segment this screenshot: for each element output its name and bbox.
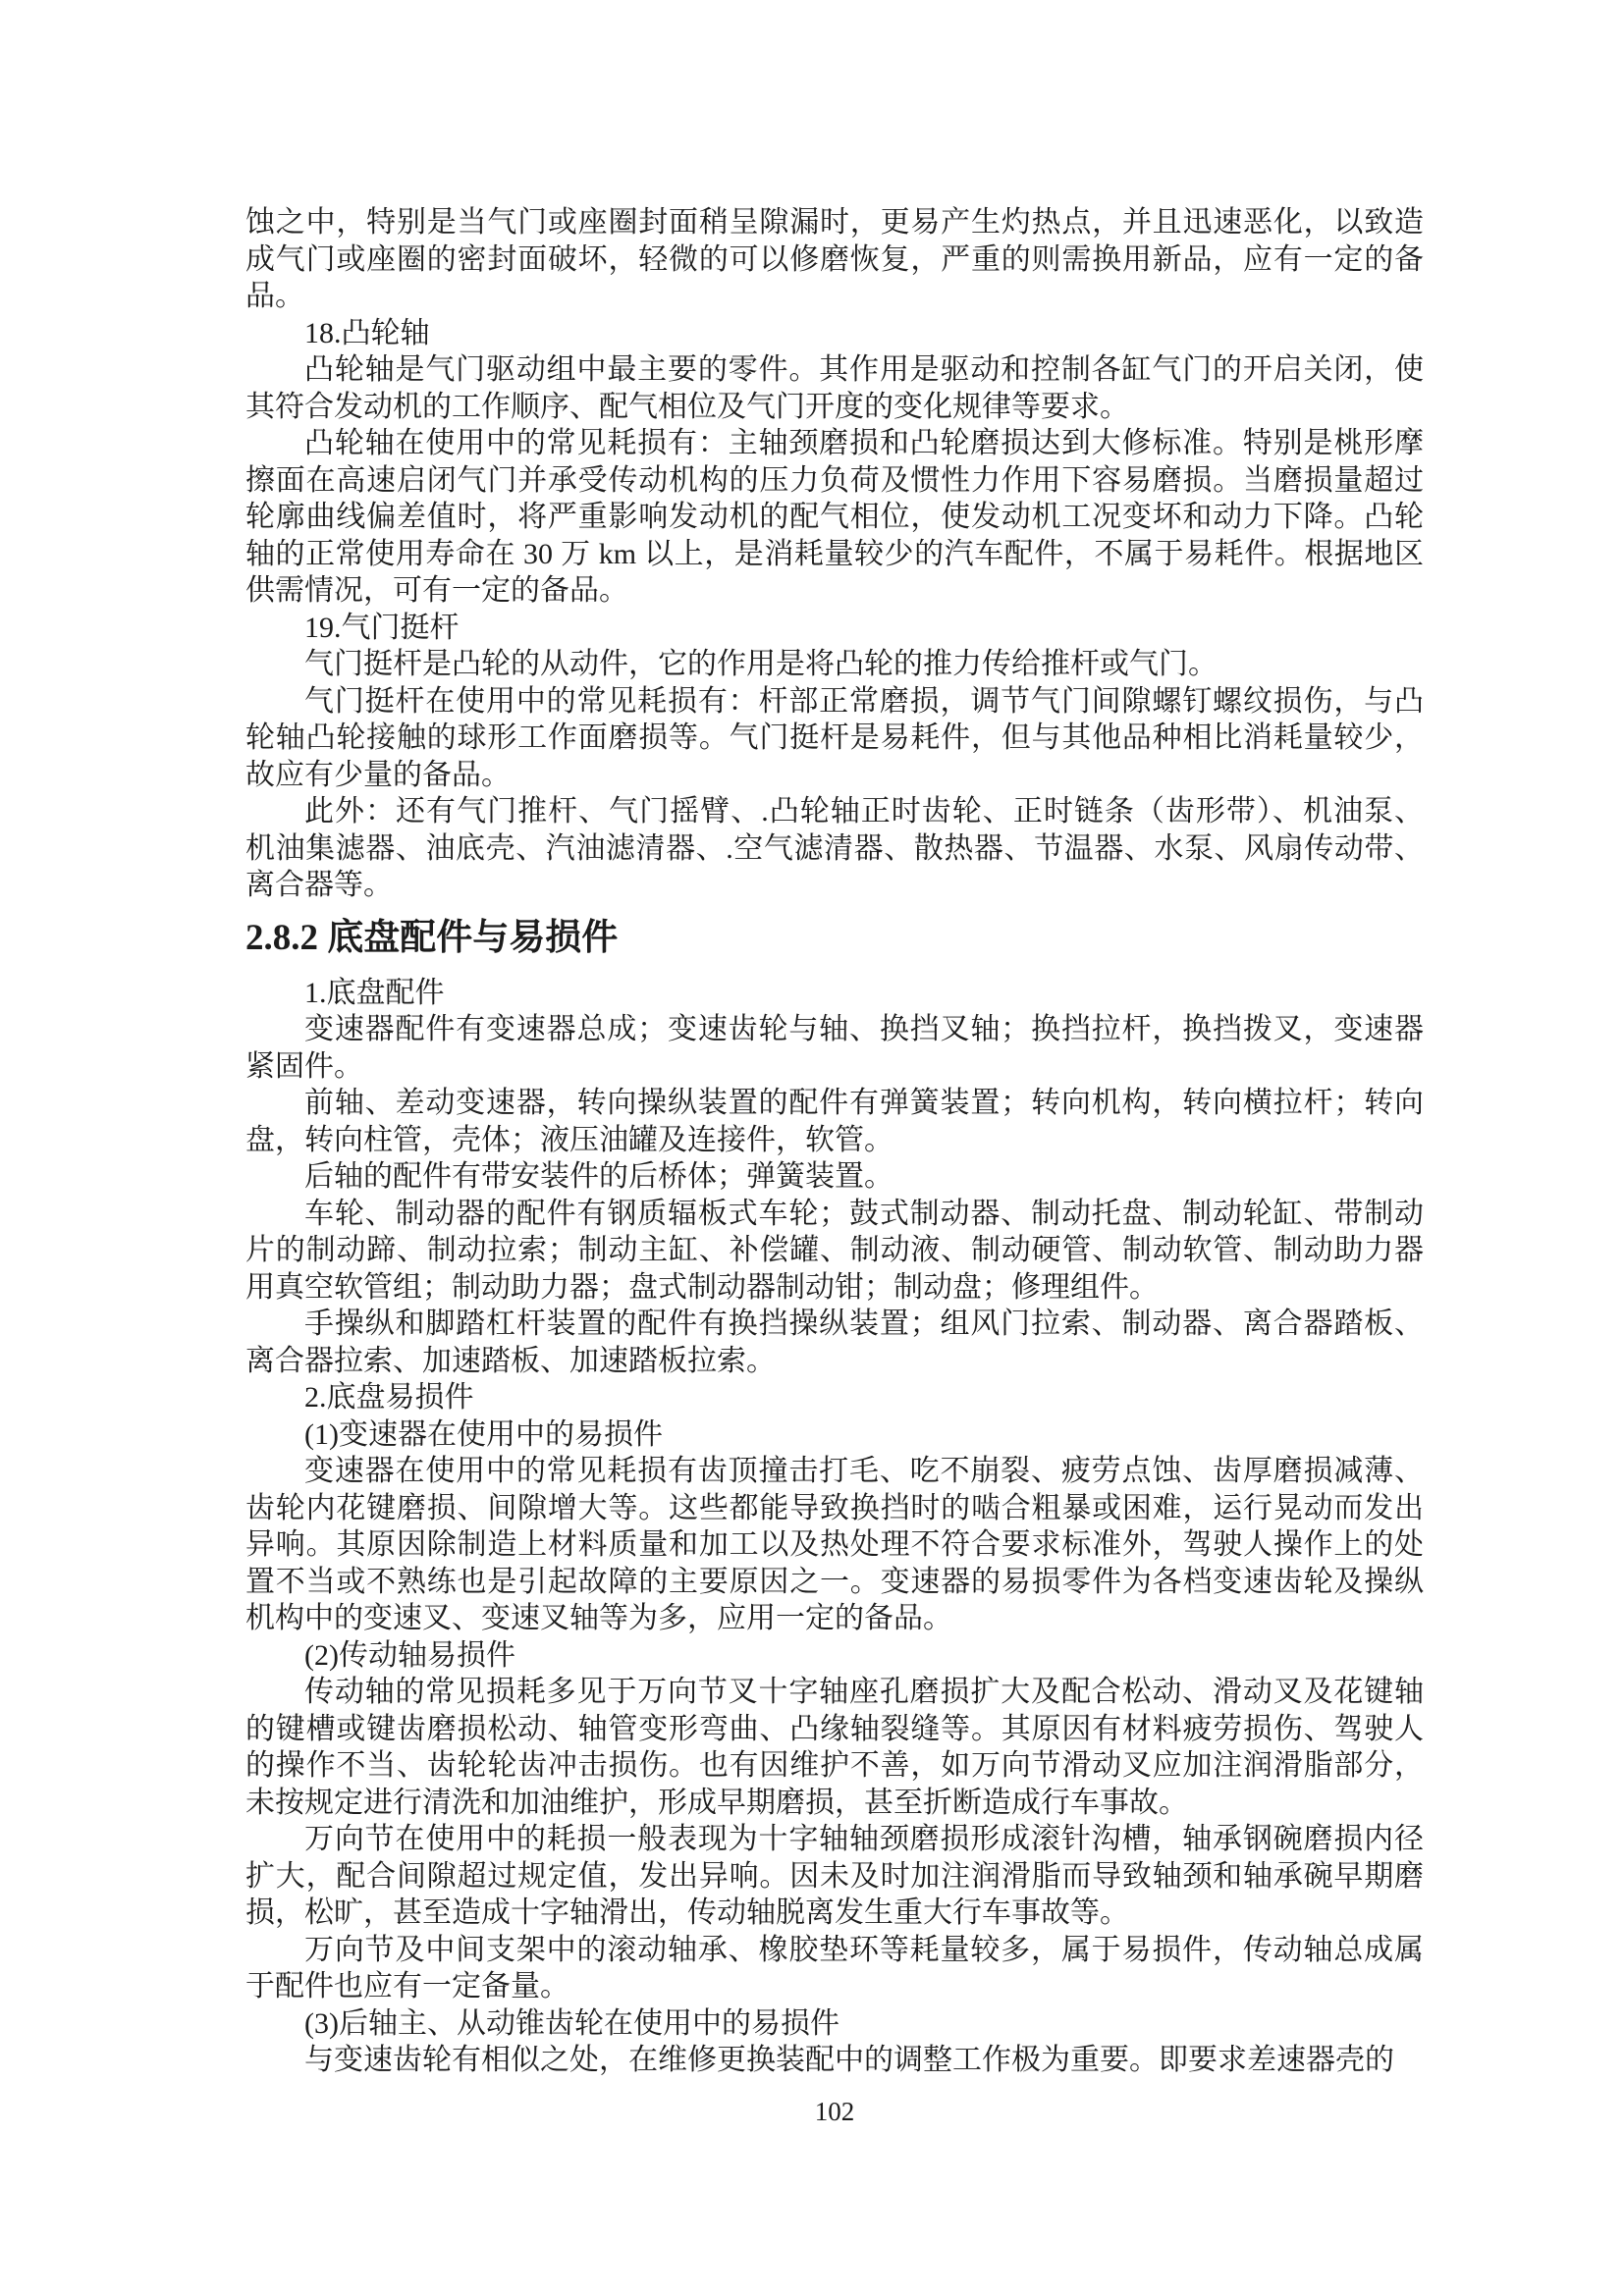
text-line: 品。 (245, 280, 304, 312)
text-line: 前轴、差动变速器，转向操纵装置的配件有弹簧装置；转向机构，转向横拉杆；转向 (304, 1087, 1424, 1119)
text-line: 变速器在使用中的常见耗损有齿顶撞击打毛、吃不崩裂、疲劳点蚀、齿厚磨损减薄、 (304, 1455, 1424, 1487)
text-line: 片的制动蹄、制动拉索；制动主缸、补偿罐、制动液、制动硬管、制动软管、制动助力器 (245, 1234, 1424, 1266)
text-line: 供需情况，可有一定的备品。 (245, 574, 628, 607)
text-line: (2)传动轴易损件 (304, 1638, 515, 1672)
text-line: 其符合发动机的工作顺序、配气相位及气门开度的变化规律等要求。 (245, 390, 1129, 423)
text-line: 离合器等。 (245, 869, 393, 901)
text-line: 气门挺杆是凸轮的从动件，它的作用是将凸轮的推力传给推杆或气门。 (304, 648, 1218, 680)
text-line: (3)后轴主、从动锥齿轮在使用中的易损件 (304, 2006, 839, 2040)
text-line: 2.底盘易损件 (304, 1381, 474, 1414)
text-line: 变速器配件有变速器总成；变速齿轮与轴、换挡叉轴；换挡拉杆，换挡拨叉，变速器 (304, 1013, 1424, 1045)
text-line: 车轮、制动器的配件有钢质辐板式车轮；鼓式制动器、制动托盘、制动轮缸、带制动 (304, 1197, 1424, 1230)
text-line: 与变速齿轮有相似之处，在维修更换装配中的调整工作极为重要。即要求差速器壳的 (304, 2044, 1394, 2076)
text-line: 1.底盘配件 (304, 976, 445, 1009)
text-line: 扩大，配合间隙超过规定值，发出异响。因未及时加注润滑脂而导致轴颈和轴承碗早期磨 (245, 1859, 1424, 1893)
text-line: 紧固件。 (245, 1049, 363, 1083)
text-line: 损，松旷，甚至造成十字轴滑出，传动轴脱离发生重大行车事故等。 (245, 1896, 1129, 1929)
text-line: 19.气门挺杆 (304, 611, 460, 644)
text-line: 传动轴的常见损耗多见于万向节叉十字轴座孔磨损扩大及配合松动、滑动叉及花键轴 (304, 1676, 1424, 1708)
text-line: 后轴的配件有带安装件的后桥体；弹簧装置。 (304, 1160, 893, 1193)
text-line: 故应有少量的备品。 (245, 758, 511, 791)
text-line: (1)变速器在使用中的易损件 (304, 1417, 663, 1451)
text-line: 机油集滤器、油底壳、汽油滤清器、.空气滤清器、散热器、节温器、水泵、风扇传动带、 (245, 831, 1424, 865)
text-line: 的操作不当、齿轮轮齿冲击损伤。也有因维护不善，如万向节滑动叉应加注润滑脂部分， (245, 1749, 1424, 1782)
text-line: 18.凸轮轴 (304, 316, 430, 349)
text-line: 成气门或座圈的密封面破坏，轻微的可以修磨恢复，严重的则需换用新品，应有一定的备 (245, 242, 1424, 276)
text-line: 万向节在使用中的耗损一般表现为十字轴轴颈磨损形成滚针沟槽，轴承钢碗磨损内径 (304, 1823, 1424, 1855)
text-line: 手操纵和脚踏杠杆装置的配件有换挡操纵装置；组风门拉索、制动器、离合器踏板、 (304, 1308, 1424, 1340)
text-line: 轴的正常使用寿命在 30 万 km 以上，是消耗量较少的汽车配件，不属于易耗件。根据地区 (245, 537, 1424, 570)
text-column (245, 204, 1424, 2079)
page-number: 102 (814, 2097, 855, 2126)
text-line: 离合器拉索、加速踏板、加速踏板拉索。 (245, 1344, 776, 1377)
text-line: 轮廓曲线偏差值时，将严重影响发动机的配气相位，使发动机工况变坏和动力下降。凸轮 (245, 501, 1424, 533)
text-line: 凸轮轴在使用中的常见耗损有：主轴颈磨损和凸轮磨损达到大修标准。特别是桃形摩 (304, 427, 1424, 459)
text-line: 盘，转向柱管，壳体；液压油罐及连接件，软管。 (245, 1123, 893, 1156)
text-line: 凸轮轴是气门驱动组中最主要的零件。其作用是驱动和控制各缸气门的开启关闭，使 (304, 353, 1424, 386)
text-line: 于配件也应有一定备量。 (245, 1970, 569, 2002)
text-line: 的键槽或键齿磨损松动、轴管变形弯曲、凸缘轴裂缝等。其原因有材料疲劳损伤、驾驶人 (245, 1712, 1424, 1745)
section-heading: 2.8.2 底盘配件与易损件 (245, 917, 619, 958)
text-line: 置不当或不熟练也是引起故障的主要原因之一。变速器的易损零件为各档变速齿轮及操纵 (245, 1565, 1424, 1598)
text-line: 轮轴凸轮接触的球形工作面磨损等。气门挺杆是易耗件，但与其他品种相比消耗量较少， (245, 721, 1424, 754)
text-line: 气门挺杆在使用中的常见耗损有：杆部正常磨损，调节气门间隙螺钉螺纹损伤，与凸 (304, 684, 1424, 718)
text-line: 蚀之中，特别是当气门或座圈封面稍呈隙漏时，更易产生灼热点，并且迅速恶化，以致造 (245, 206, 1424, 239)
text-line: 齿轮内花键磨损、间隙增大等。这些都能导致换挡时的啮合粗暴或困难，运行晃动而发出 (245, 1491, 1424, 1524)
text-line: 万向节及中间支架中的滚动轴承、橡胶垫环等耗量较多，属于易损件，传动轴总成属 (304, 1933, 1424, 1966)
text-line: 异响。其原因除制造上材料质量和加工以及热处理不符合要求标准外，驾驶人操作上的处 (245, 1528, 1424, 1561)
text-line: 机构中的变速叉、变速叉轴等为多，应用一定的备品。 (245, 1602, 952, 1634)
text-line: 此外：还有气门推杆、气门摇臂、.凸轮轴正时齿轮、正时链条（齿形带）、机油泵、 (304, 795, 1424, 828)
text-line: 未按规定进行清洗和加油维护，形成早期磨损，甚至折断造成行车事故。 (245, 1786, 1188, 1819)
text-line: 用真空软管组；制动助力器；盘式制动器制动钳；制动盘；修理组件。 (245, 1270, 1159, 1304)
text-line: 擦面在高速启闭气门并承受传动机构的压力负荷及惯性力作用下容易磨损。当磨损量超过 (245, 463, 1424, 497)
